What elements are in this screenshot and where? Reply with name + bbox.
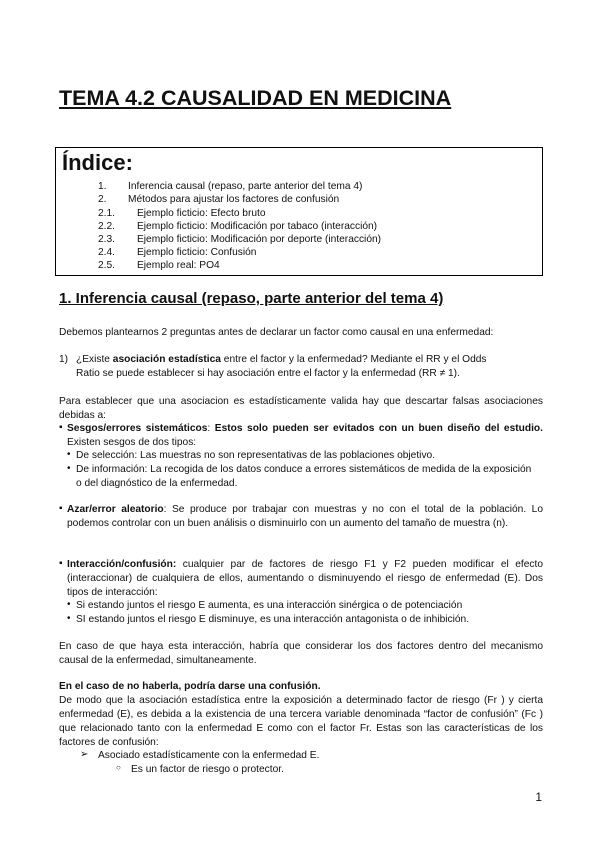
toc-item <box>0 259 600 273</box>
toc-item-text: Ejemplo real: PO4 <box>137 260 220 271</box>
bullet-icon: • <box>67 449 71 460</box>
sesgos-bold: Sesgos/errores sistemáticos <box>67 423 208 434</box>
interaccion-sub-item: Si estando juntos el riesgo E aumenta, es una interacción sinérgica o de potenciación <box>76 600 463 611</box>
toc-item <box>0 220 600 234</box>
toc-item <box>0 180 600 194</box>
question-text: ¿Existe <box>76 354 113 365</box>
toc-item <box>0 246 600 260</box>
toc-item-number: 2.4. <box>98 247 115 258</box>
paragraph-interaction: En caso de que haya esta interacción, habría que considerar los dos factores dentro del mecanismo causal de la enfermedad, simultaneamente. <box>59 641 543 666</box>
sesgos-sep: : <box>207 423 215 434</box>
question-text: entre el factor y la enfermedad? Mediante el RR y el Odds <box>220 354 487 365</box>
confusion-heading: En el caso de no haberla, podría darse una confusión. <box>59 681 321 692</box>
toc-item-number: 1. <box>98 181 107 192</box>
azar-bold: Azar/error aleatorio <box>67 504 164 515</box>
sesgos-sub-item: De selección: Las muestras no son representativas de las poblaciones objetivo. <box>76 450 436 461</box>
sesgos-bold-2: Estos solo pueden ser evitados con un buen diseño del estudio. <box>214 423 543 434</box>
sesgos-text: Existen sesgos de dos tipos: <box>67 437 197 448</box>
toc-item-number: 2.1. <box>98 208 115 219</box>
toc-item-text: Ejemplo ficticio: Modificación por tabaco (interacción) <box>137 221 378 232</box>
paragraph-confusion: De modo que la asociación estadística entre la exposición a determinado factor de riesgo (Fr ) y cierta enfermedad (E), es debida a la existencia de una tercera variable denominada “factor de confusión” (Fc ) que relacionado tanto con la enfermedad E como con el factor Fr. Estas son las características de los factores de confusión: <box>59 695 543 748</box>
interaccion-sub-item: SI estando juntos el riesgo E disminuye, es una interacción antagonista o de inhibición. <box>76 614 470 625</box>
bullet-icon: • <box>67 599 71 610</box>
bullet-icon: • <box>67 613 71 624</box>
toc-item <box>0 207 600 221</box>
toc-item-text: Ejemplo ficticio: Efecto bruto <box>137 208 266 219</box>
toc-item-text: Ejemplo ficticio: Confusión <box>137 247 257 258</box>
sesgos-item <box>67 422 543 450</box>
bullet-icon: ▪ <box>59 503 63 514</box>
interaccion-item <box>67 558 543 600</box>
toc-item-number: 2. <box>98 194 107 205</box>
bullet-icon: • <box>67 463 71 474</box>
toc-item-number: 2.5. <box>98 260 115 271</box>
toc-item-number: 2.3. <box>98 234 115 245</box>
arrow-bullet-icon: ➢ <box>80 749 89 760</box>
toc-item-text: Métodos para ajustar los factores de confusión <box>128 194 340 205</box>
interaccion-text: cualquier par de factores de riesgo F1 y F2 pueden modificar el efecto (interaccionar) de cualquiera de ellos, aumentando o disminuyendo el riesgo de enfermedad (E). Dos tipos de interacción: <box>67 559 543 598</box>
question-number: 1) <box>59 354 69 365</box>
question-bold: asociación estadística <box>112 354 221 365</box>
azar-text: : Se produce por trabajar con muestras y no con el total de la población. Lo podemos controlar con un buen análisis o disminuirlo con un aumento del tamaño de muestra (n). <box>67 504 543 529</box>
toc-item <box>0 233 600 247</box>
circle-bullet-icon: ○ <box>116 763 121 772</box>
section-heading: 1. Inferencia causal (repaso, parte anterior del tema 4) <box>59 290 444 307</box>
paragraph-intro: Debemos plantearnos 2 preguntas antes de declarar un factor como causal en una enfermedad: <box>59 327 494 338</box>
toc-item-text: Ejemplo ficticio: Modificación por deporte (interacción) <box>137 234 382 245</box>
interaccion-bold: Interacción/confusión: <box>67 559 177 570</box>
bullet-icon: ▪ <box>59 558 63 569</box>
paragraph-false-associations: Para establecer que una asociacion es estadísticamente valida hay que descartar falsas asociaciones debidas a: <box>59 396 543 421</box>
toc-item-text: Inferencia causal (repaso, parte anterior del tema 4) <box>128 181 363 192</box>
sesgos-sub-item: De información: La recogida de los datos conduce a errores sistemáticos de medida de la exposición o del diagnóstico de la enfermedad. <box>76 464 532 489</box>
toc-heading: Índice: <box>62 150 133 175</box>
question-line-2: Ratio se puede establecer si hay asociación entre el factor y la enfermedad (RR ≠ 1). <box>76 368 460 379</box>
question-line <box>76 353 546 367</box>
circle-item: Es un factor de riesgo o protector. <box>131 764 284 775</box>
toc-item <box>0 193 600 207</box>
page-number: 1 <box>535 790 542 804</box>
bullet-icon: ▪ <box>59 422 63 433</box>
arrow-item: Asociado estadísticamente con la enfermedad E. <box>98 750 320 761</box>
azar-item <box>67 503 543 531</box>
toc-item-number: 2.2. <box>98 221 115 232</box>
page-title: TEMA 4.2 CAUSALIDAD EN MEDICINA <box>59 86 452 110</box>
